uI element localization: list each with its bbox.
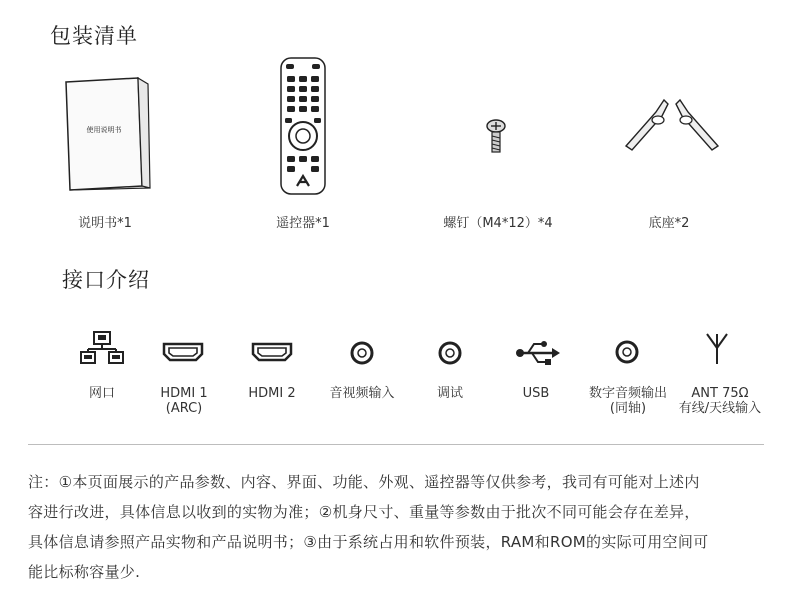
section-divider <box>28 444 764 445</box>
port-label-av-input: 音视频输入 <box>329 386 395 401</box>
disclaimer-note <box>28 467 778 587</box>
port-label-hdmi1: HDMI 1 (ARC) <box>160 386 208 416</box>
port-label-usb: USB <box>522 386 550 401</box>
screw-icon <box>484 118 508 154</box>
hdmi-port-icon <box>251 342 293 362</box>
manual-icon <box>62 76 152 194</box>
hdmi-port-icon <box>162 342 204 362</box>
package-list-title: 包装清单 <box>50 24 138 48</box>
port-label-antenna: ANT 75Ω 有线/天线输入 <box>678 386 762 416</box>
usb-icon <box>514 339 560 367</box>
port-label-coaxial: 数字音频输出 (同轴) <box>588 386 667 416</box>
remote-control-icon <box>279 56 327 196</box>
note-line: 注：①本页面展示的产品参数、内容、界面、功能、外观、遥控器等仅供参考，我司有可能对上述内 <box>28 473 700 491</box>
manual-cover-text: 使用说明书 <box>86 126 122 134</box>
package-item-label-manual: 说明书*1 <box>78 216 132 231</box>
package-item-label-stand: 底座*2 <box>648 216 690 231</box>
package-item-label-remote: 遥控器*1 <box>276 216 330 231</box>
network-port-icon <box>80 331 124 365</box>
stand-icon <box>622 96 722 156</box>
note-line: 能比标称容量少. <box>28 563 141 581</box>
note-line: 容进行改进，具体信息以收到的实物为准；②机身尺寸、重量等参数由于批次不同可能会存在差异， <box>28 503 700 521</box>
package-item-label-screw: 螺钉（M4*12）*4 <box>443 216 553 231</box>
note-line: 具体信息请参照产品实物和产品说明书；③由于系统占用和软件预装，RAM和ROM的实际可用空间可 <box>28 533 709 551</box>
debug-port-icon <box>438 341 462 365</box>
av-input-icon <box>350 341 374 365</box>
antenna-icon <box>704 330 730 366</box>
port-label-network: 网口 <box>88 386 115 401</box>
port-label-hdmi2: HDMI 2 <box>248 386 296 401</box>
coaxial-audio-icon <box>615 340 639 364</box>
port-label-debug: 调试 <box>436 386 463 401</box>
ports-title: 接口介绍 <box>62 268 150 292</box>
